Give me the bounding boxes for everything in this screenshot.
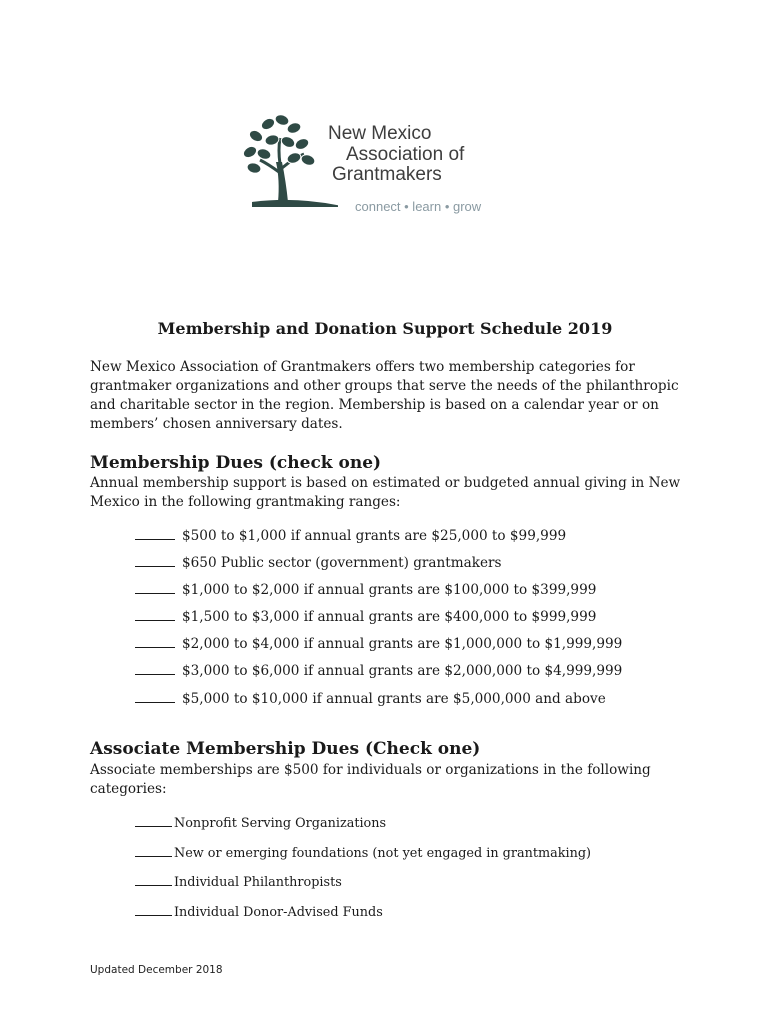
associate-option[interactable] xyxy=(135,904,383,920)
associate-option[interactable] xyxy=(135,845,591,861)
checkbox-blank[interactable] xyxy=(135,609,175,621)
checkbox-blank[interactable] xyxy=(135,528,175,540)
checkbox-blank[interactable] xyxy=(135,904,172,916)
dues-option[interactable] xyxy=(135,636,622,652)
organization-logo xyxy=(238,110,508,220)
associate-option-label: Nonprofit Serving Organizations xyxy=(174,816,387,831)
membership-dues-description: Annual membership support is based on estimated or budgeted annual giving in New Mexico in the following grantmaking ranges: xyxy=(90,475,681,510)
checkbox-blank[interactable] xyxy=(135,555,175,567)
logo-line-1: New Mexico xyxy=(328,123,432,144)
associate-option[interactable] xyxy=(135,874,342,890)
checkbox-blank[interactable] xyxy=(135,663,175,675)
associate-dues-heading: Associate Membership Dues (Check one) xyxy=(90,739,481,759)
dues-option-label: $3,000 to $6,000 if annual grants are $2,000,000 to $4,999,999 xyxy=(182,663,623,679)
associate-dues-description: Associate memberships are $500 for individuals or organizations in the following categories: xyxy=(90,762,651,797)
intro-paragraph: New Mexico Association of Grantmakers offers two membership categories for grantmaker organizations and other groups that serve the needs of the philanthropic and charitable sector in the region. Membership is based on a calendar year or on members’ chosen anniversary dates. xyxy=(90,359,679,432)
dues-option[interactable] xyxy=(135,528,566,544)
checkbox-blank[interactable] xyxy=(135,845,172,857)
dues-option-label: $5,000 to $10,000 if annual grants are $5,000,000 and above xyxy=(182,691,606,707)
dues-option[interactable] xyxy=(135,582,596,598)
checkbox-blank[interactable] xyxy=(135,815,172,827)
associate-option-label: Individual Philanthropists xyxy=(174,875,342,890)
dues-option[interactable] xyxy=(135,663,622,679)
membership-dues-heading: Membership Dues (check one) xyxy=(90,453,382,473)
associate-option-label: New or emerging foundations (not yet engaged in grantmaking) xyxy=(174,846,592,861)
dues-option[interactable] xyxy=(135,609,596,625)
dues-option-label: $1,000 to $2,000 if annual grants are $100,000 to $399,999 xyxy=(182,582,597,598)
dues-option-label: $500 to $1,000 if annual grants are $25,000 to $99,999 xyxy=(182,528,567,544)
logo-line-2: Association of xyxy=(346,144,465,165)
dues-option-label: $2,000 to $4,000 if annual grants are $1,000,000 to $1,999,999 xyxy=(182,636,623,652)
logo-line-3: Grantmakers xyxy=(332,164,442,185)
dues-option[interactable] xyxy=(135,555,501,571)
footer-updated-date: Updated December 2018 xyxy=(90,964,223,976)
tree-icon xyxy=(238,110,338,210)
checkbox-blank[interactable] xyxy=(135,636,175,648)
document-title: Membership and Donation Support Schedule 2019 xyxy=(157,319,613,338)
dues-option[interactable] xyxy=(135,691,606,707)
checkbox-blank[interactable] xyxy=(135,582,175,594)
associate-option-label: Individual Donor-Advised Funds xyxy=(174,905,383,920)
associate-option[interactable] xyxy=(135,815,386,831)
logo-tagline: connect • learn • grow xyxy=(355,199,482,214)
dues-option-label: $650 Public sector (government) grantmakers xyxy=(182,555,502,571)
checkbox-blank[interactable] xyxy=(135,874,172,886)
checkbox-blank[interactable] xyxy=(135,691,175,703)
dues-option-label: $1,500 to $3,000 if annual grants are $400,000 to $999,999 xyxy=(182,609,597,625)
